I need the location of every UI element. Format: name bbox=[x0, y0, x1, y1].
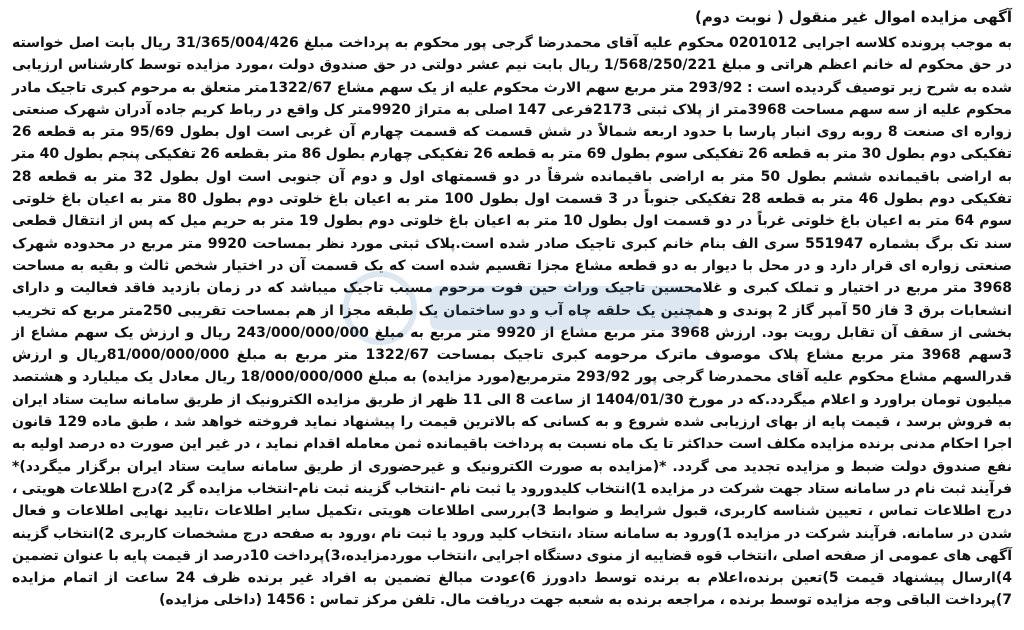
document-title: آگهی مزایده اموال غیر منقول ( نوبت دوم) bbox=[695, 8, 1012, 26]
document-body: به موجب پرونده کلاسه اجرایی 0201012 محکوم علیه آقای محمدرضا گرجی پور محکوم به پرداخت مبلغ 31/365/004/426 ریال بابت اصل خواسته در حق محکوم له خانم اعظم هراتی و مبلغ 1/568/250/221 ریال بابت نیم عشر دولتی در حق صندوق دولت ،مورد مزایده توسط کارشناس ارزیابی شده به شرح زیر توصیف گردیده است : 293/92 متر مربع سهم الارث محکوم علیه از یک سهم مشاع 1322/67متر متعلق به مرحوم کبری تاجیک مادر محکوم علیه از سه سهم مساحت 3968متر از پلاک ثبتی 2173فرعی 147 اصلی به متراژ 9920متر کل واقع در رباط کریم جاده آدران شهرک صنعتی زواره ای صنعت 8 روبه روی انبار پارسا با حدود اربعه شمالاً در شش قسمت که قسمت چهارم آن غربی است اول بطول 95/69 متر به قطعه 26 تفکیکی دوم بطول 30 متر به قطعه 26 تفکیکی سوم بطول 69 متر به قطعه 26 تفکیکی چهارم بطول 86 متر بقطعه 26 تفکیکی پنجم بطول 40 متر به اراضی باقیمانده ششم بطول 50 متر به اراضی باقیمانده شرقاً در دو قسمتهای اول و دوم آن جنوبی است اول بطول 32 متر به قطعه 28 تفکیکی دوم بطول 46 متر به قطعه 28 تفکیکی جنوباً در 3 قسمت اول بطول 100 متر به اعیان باغ خلوتی دوم بطول 80 متر به اعیان باغ خلوتی سوم 64 متر به اعیان باغ خلوتی غرباً در دو قسمت اول بطول 10 متر به اعیان باغ خلوتی دوم بطول 19 متر به حریم میل که پس از انتقال قطعی سند تک برگ بشماره 551947 سری الف بنام خانم کبری تاجیک صادر شده است.پلاک ثبتی مورد نظر بمساحت 9920 متر مربع در محدوده شهرک صنعتی زواره ای قرار دارد و در محل با دیوار به دو قطعه مشاع مجزا تقسیم شده است که یک قسمت آن در اختیار شخص ثالث و بقیه به مساحت 3968 متر مربع در اختیار و تملک کبری و غلامحسین تاجیک وراث حین فوت مرحوم مسبب تاجیک میباشد که در زمان بازدید فاقد فعالیت و دارای انشعابات برق 3 فاز 50 آمپر گاز 2 پوندی و همچنین یک حلقه چاه آب و دو ساختمان یک طبقه مجزا از هم بمساحت تقریبی 250متر مربع که تخریب بخشی از سقف آن تقابل رویت بود. ارزش 3968 متر مربع مشاع از 9920 متر مربع به مبلغ 243/000/000/000 ریال و ارزش یک سهم مشاع از 3سهم 3968 متر مربع مشاع پلاک موصوف ماترک مرحومه کبری تاجیک بمساحت 1322/67 متر مربع به مبلغ 81/000/000/000ریال و ارزش قدرالسهم مشاع محکوم علیه آقای محمدرضا گرجی پور 293/92 مترمربع(مورد مزایده) به مبلغ 18/000/000/000 ریال معادل یک میلیارد و هشتصد میلیون تومان براورد و اعلام میگردد.که در مورخ 1404/01/30 از ساعت 8 الی 11 ظهر از طریق مزایده الکترونیک از طریق سامانه سایت ستاد ایران به فروش برسد ، قیمت پایه از بهای ارزیابی شده شروع و به کسانی که بالاترین قیمت را پیشنهاد نماید فروخته خواهد شد ، طبق ماده 129 قانون اجرا احکام مدنی برنده مزایده مکلف است حداکثر تا یک ماه نسبت به پرداخت باقیمانده ثمن معامله اقدام نماید ، در غیر این صورت ده درصد اولیه به نفع صندوق دولت ضبط و مزایده تجدید می گردد. *(مزایده به صورت الکترونیک و غیرحضوری از طریق سامانه سایت ستاد ایران برگزار میگردد)* فرآیند ثبت نام در سامانه ستاد جهت شرکت در مزایده 1)انتخاب کلیدورود یا ثبت نام -انتخاب گزینه ثبت نام-انتخاب مزایده گر 2)درج اطلاعات هویتی ، درج اطلاعات تماس ، تعیین شناسه کاربری، قبول شرایط و ضوابط 3)بررسی اطلاعات هویتی ،تکمیل سایر اطلاعات ،تایید نهایی اطلاعات و فعال شدن در سامانه. فرآیند شرکت در مزایده 1)ورود به سامانه ستاد ،انتخاب کلید ورود یا ثبت نام ،ورود به صفحه درج مشخصات کاربری 2)انتخاب گزینه آگهی های عمومی از صفحه اصلی ،انتخاب قوه قضاییه از منوی دستگاه اجرایی ،انتخاب موردمزایده،3)پرداخت 10درصد از قیمت پایه با عنوان تضمین 4)ارسال پیشنهاد قیمت 5)تعین برنده،اعلام به برنده توسط دادورز 6)عودت مبالغ تضمین به افراد غیر برنده ظرف 24 ساعت از اتمام مزایده 7)پرداخت الباقی وجه مزایده توسط برنده ، مراجعه برنده به شعبه جهت دریافت مال. تلفن مرکز تماس : 1456 (داخلی مزایده) bbox=[12, 35, 1013, 609]
